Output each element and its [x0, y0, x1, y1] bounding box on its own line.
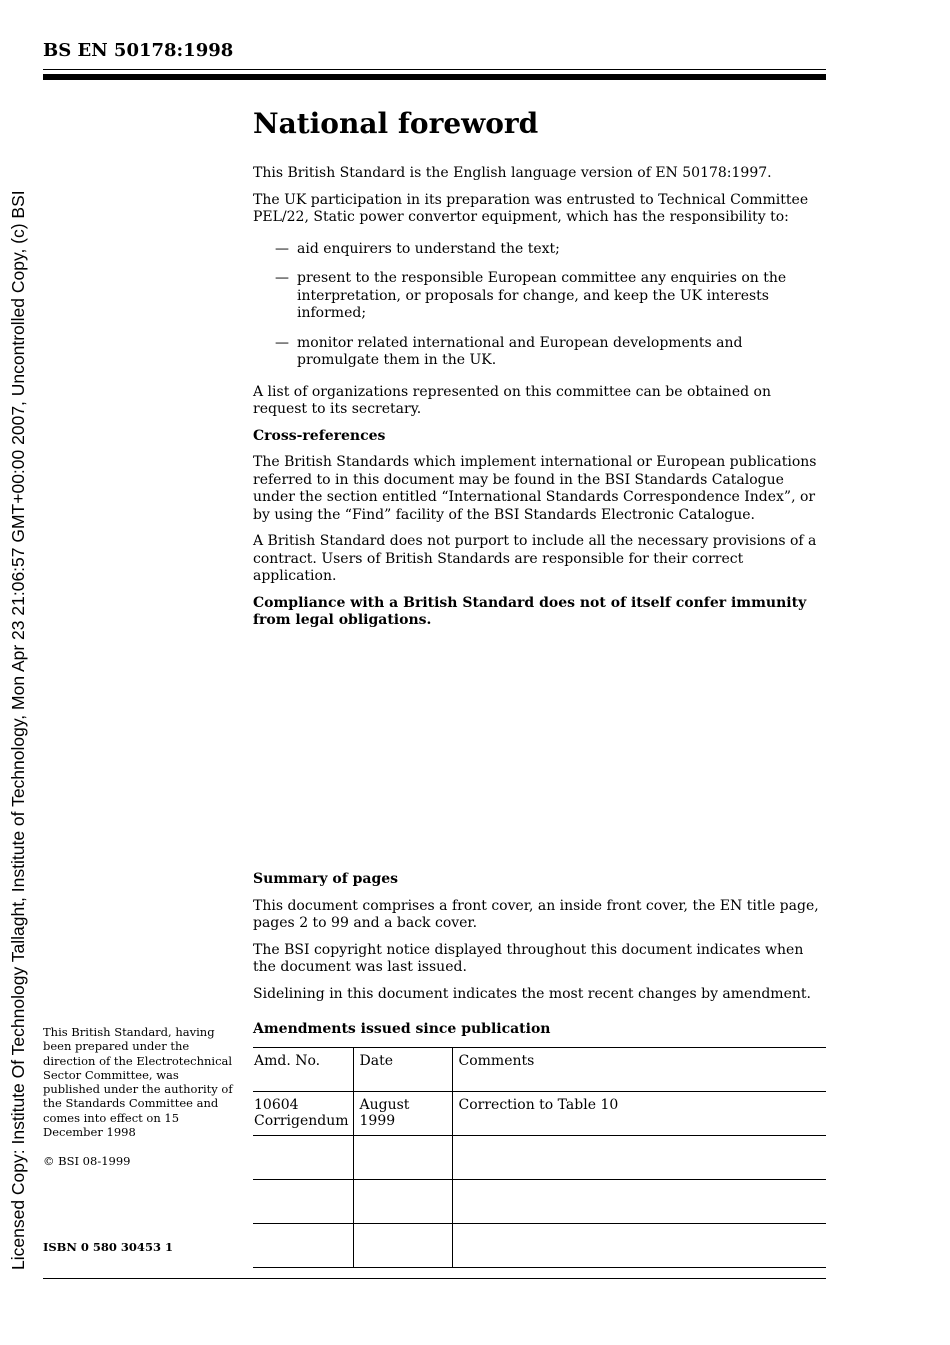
- cross-references-paragraph: The British Standards which implement international or European publications referred to in this document may be found in the BSI Standards Catalogue under the section entitled “International Standards Correspondence Index”, or by using the “Find” facility of the BSI Standards Electronic Catalogue.: [253, 454, 817, 523]
- copyright-line: © BSI 08-1999: [43, 1154, 131, 1168]
- amd-no-cell: [253, 1180, 353, 1224]
- cross-references-heading: Cross-references: [253, 427, 386, 444]
- foreword-body: [253, 165, 827, 639]
- amd-no-cell: [253, 1136, 353, 1180]
- list-item: [275, 335, 827, 370]
- summary-heading: Summary of pages: [253, 871, 399, 887]
- list-item-text: present to the responsible European committee any enquiries on the interpretation, or proposals for change, and keep the UK interests informed;: [297, 270, 787, 321]
- column-header-comments: Comments: [452, 1048, 826, 1092]
- responsibility-list: [275, 241, 827, 370]
- sidelining-paragraph: Sidelining in this document indicates the most recent changes by amendment.: [253, 985, 811, 1002]
- isbn: ISBN 0 580 30453 1: [43, 1240, 173, 1254]
- date-cell: [353, 1224, 452, 1268]
- table-row: [253, 1136, 826, 1180]
- list-item: [275, 270, 827, 323]
- header-rule-thick: [43, 74, 826, 80]
- date-cell: [353, 1136, 452, 1180]
- list-item: [275, 241, 827, 259]
- licensed-copy-watermark: Licensed Copy: Institute Of Technology Tallaght, Institute of Technology, Mon Apr 23 21:06:57 GMT+00:00 2007, Uncontrolled Copy, (c) BSI: [8, 190, 28, 1270]
- summary-section: [253, 871, 827, 1048]
- amendments-heading: Amendments issued since publication: [253, 1021, 551, 1037]
- table-row: [253, 1224, 826, 1268]
- dash-marker: —: [275, 270, 289, 286]
- publication-authority-note: This British Standard, having been prepared under the direction of the Electrotechnical Sector Committee, was published under the authority of the Standards Committee and comes into effect on 15 December 1998: [43, 1025, 233, 1140]
- header-rule-thin: [43, 69, 826, 70]
- comments-cell: [452, 1180, 826, 1224]
- footer-rule: [43, 1278, 826, 1279]
- intro-paragraph: This British Standard is the English language version of EN 50178:1997.: [253, 165, 772, 181]
- comments-cell: [452, 1136, 826, 1180]
- page-title: National foreword: [253, 107, 539, 140]
- dash-marker: —: [275, 334, 289, 351]
- amd-no-cell: 10604 Corrigendum: [253, 1092, 353, 1136]
- participation-paragraph: The UK participation in its preparation was entrusted to Technical Committee PEL/22, Static power convertor equipment, which has the responsibility to:: [253, 191, 809, 225]
- standard-number: BS EN 50178:1998: [43, 40, 234, 61]
- list-item-text: aid enquirers to understand the text;: [297, 240, 560, 257]
- comments-cell: [452, 1224, 826, 1268]
- amendments-table: [253, 1047, 826, 1268]
- provisions-paragraph: A British Standard does not purport to include all the necessary provisions of a contract. Users of British Standards are responsible for their correct application.: [253, 533, 817, 584]
- amd-no-cell: [253, 1224, 353, 1268]
- column-header-amd-no: Amd. No.: [253, 1048, 353, 1092]
- column-header-date: Date: [353, 1048, 452, 1092]
- dash-marker: —: [275, 240, 289, 257]
- date-cell: August 1999: [353, 1092, 452, 1136]
- comments-cell: Correction to Table 10: [452, 1092, 826, 1136]
- table-row: [253, 1092, 826, 1136]
- date-cell: [353, 1180, 452, 1224]
- table-row: [253, 1180, 826, 1224]
- compliance-statement: Compliance with a British Standard does not of itself confer immunity from legal obligations.: [253, 594, 807, 628]
- table-header-row: [253, 1048, 826, 1092]
- list-item-text: monitor related international and European developments and promulgate them in the UK.: [297, 334, 743, 368]
- summary-pages-paragraph: This document comprises a front cover, an inside front cover, the EN title page, pages 2 to 99 and a back cover.: [253, 897, 819, 931]
- organizations-paragraph: A list of organizations represented on this committee can be obtained on request to its secretary.: [253, 383, 771, 417]
- copyright-notice-paragraph: The BSI copyright notice displayed throughout this document indicates when the document was last issued.: [253, 941, 804, 975]
